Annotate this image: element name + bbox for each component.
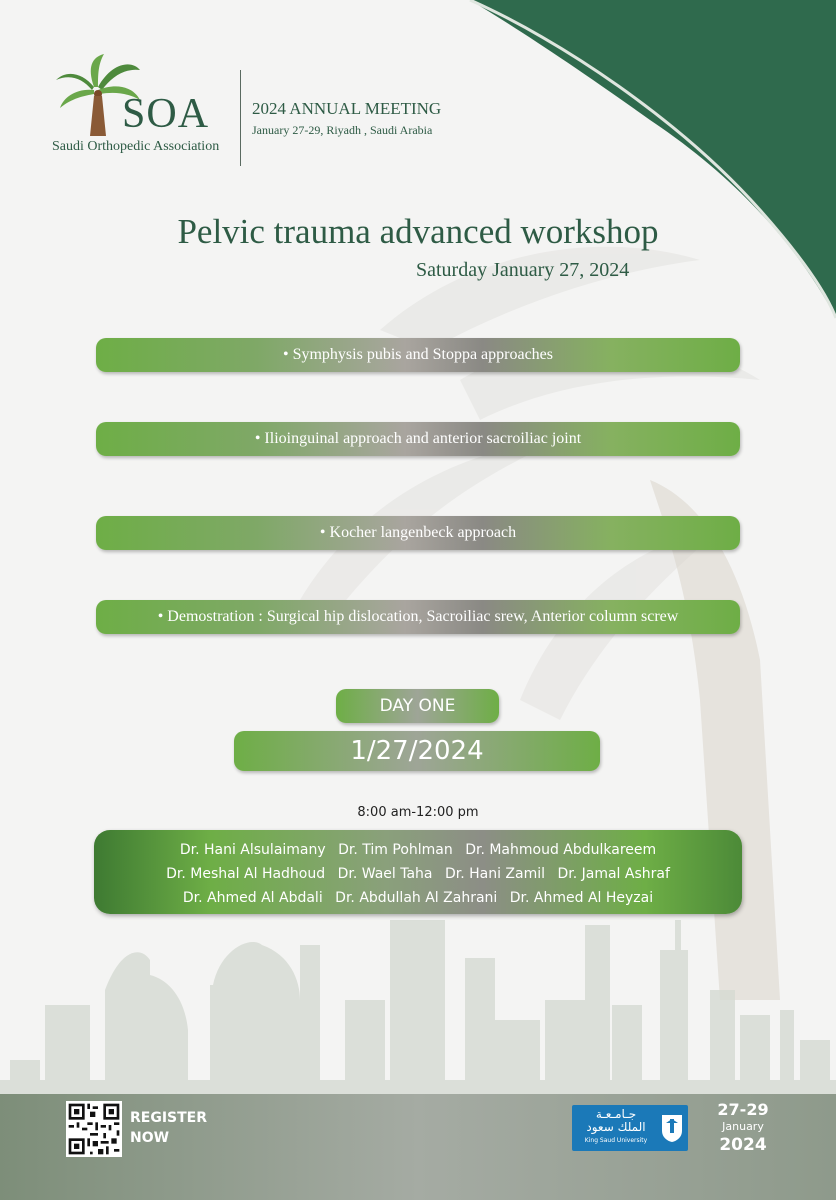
event-year: 2024 [719, 1135, 767, 1155]
ksu-arabic-line2: الملك سعود [586, 1120, 646, 1134]
speakers-panel [94, 830, 742, 914]
topic-label: • Ilioinguinal approach and anterior sacroiliac joint [254, 430, 582, 447]
topic-label: • Kocher langenbeck approach [319, 524, 517, 541]
speaker-name: Dr. Jamal Ashraf [557, 866, 670, 882]
speaker-name: Dr. Ahmed Al Abdali [182, 890, 323, 906]
meeting-dates: January 27-29, Riyadh , Saudi Arabia [252, 123, 433, 137]
org-name: Saudi Orthopedic Association [52, 139, 220, 154]
speaker-name: Dr. Hani Zamil [444, 866, 546, 882]
topic-label: • Symphysis pubis and Stoppa approaches [282, 346, 554, 363]
ksu-emblem-icon [660, 1113, 684, 1143]
speakers-row [94, 866, 742, 882]
speaker-name: Dr. Hani Alsulaimany [179, 842, 326, 858]
speakers-row [94, 842, 742, 858]
qr-code-icon[interactable] [66, 1101, 122, 1157]
now-label: NOW [130, 1130, 170, 1146]
topic-bar [96, 338, 740, 372]
session-time: 8:00 am-12:00 pm [357, 805, 479, 820]
event-days: 27-29 [717, 1100, 769, 1119]
speaker-name: Dr. Ahmed Al Heyzai [509, 890, 654, 906]
topic-bar [96, 600, 740, 634]
city-skyline [0, 920, 836, 1094]
speaker-name: Dr. Mahmoud Abdulkareem [465, 842, 657, 858]
event-dates-badge [710, 1100, 776, 1156]
day-label: DAY ONE [336, 689, 499, 723]
header-divider [240, 70, 241, 166]
speaker-name: Dr. Wael Taha [337, 866, 433, 882]
ksu-arabic-line1: جـامـعـة [595, 1107, 637, 1121]
workshop-date: Saturday January 27, 2024 [416, 259, 630, 281]
register-now-link[interactable] [130, 1108, 207, 1148]
ksu-logo [572, 1105, 688, 1151]
topic-label: • Demostration : Surgical hip dislocation, Sacroiliac srew, Anterior column screw [157, 608, 679, 625]
speaker-name: Dr. Tim Pohlman [338, 842, 453, 858]
event-month: January [722, 1120, 764, 1133]
faint-palm-fronds [300, 247, 760, 720]
topic-bar [96, 422, 740, 456]
logo-text: SOA [122, 91, 210, 137]
session-date: 1/27/2024 [234, 731, 600, 771]
speaker-name: Dr. Abdullah Al Zahrani [335, 890, 498, 906]
meeting-title: 2024 ANNUAL MEETING [252, 99, 442, 118]
ksu-english-name: King Saud University [584, 1137, 648, 1144]
speaker-name: Dr. Meshal Al Hadhoud [166, 866, 326, 882]
page-title: Pelvic trauma advanced workshop [177, 212, 659, 251]
register-label: REGISTER [130, 1110, 208, 1126]
topic-bar [96, 516, 740, 550]
ksu-arabic-name [576, 1108, 656, 1134]
speakers-row [94, 890, 742, 906]
